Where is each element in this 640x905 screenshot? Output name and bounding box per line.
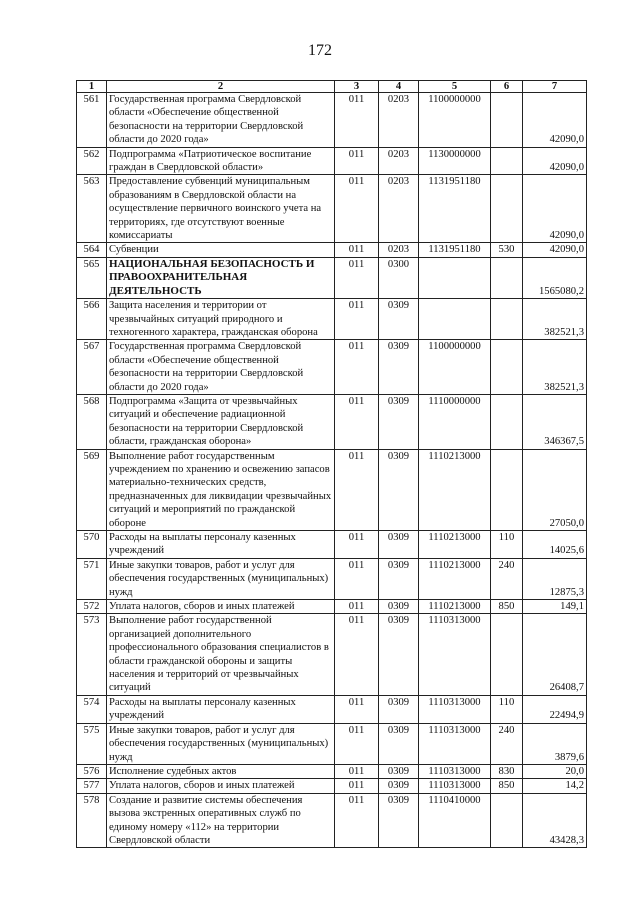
row-description: Субвенции (107, 243, 335, 257)
row-amount: 14,2 (523, 779, 587, 793)
row-amount: 42090,0 (523, 243, 587, 257)
row-description: Иные закупки товаров, работ и услуг для обеспечения государственных (муниципальных) нужд (107, 558, 335, 599)
row-ministry-code: 011 (335, 175, 379, 243)
row-target-code: 1100000000 (419, 340, 491, 395)
row-number: 568 (77, 394, 107, 449)
row-target-code: 1110213000 (419, 600, 491, 614)
table-header-row (77, 81, 587, 93)
row-section-code: 0309 (379, 793, 419, 848)
row-amount: 27050,0 (523, 449, 587, 530)
row-expense-type-code: 530 (491, 243, 523, 257)
row-section-code: 0309 (379, 340, 419, 395)
row-amount: 42090,0 (523, 93, 587, 148)
row-number: 578 (77, 793, 107, 848)
row-section-code: 0300 (379, 257, 419, 298)
row-expense-type-code (491, 793, 523, 848)
row-expense-type-code (491, 175, 523, 243)
table-row (77, 243, 587, 257)
row-description: Подпрограмма «Защита от чрезвычайных ситуаций и обеспечение радиационной безопасности на территории Свердловской области, гражданская оборона» (107, 394, 335, 449)
row-description: Создание и развитие системы обеспечения вызова экстренных оперативных служб по единому номеру «112» на территории Свердловской области (107, 793, 335, 848)
row-target-code (419, 299, 491, 340)
row-section-code: 0203 (379, 175, 419, 243)
row-expense-type-code: 110 (491, 695, 523, 723)
row-description: НАЦИОНАЛЬНАЯ БЕЗОПАСНОСТЬ И ПРАВООХРАНИТЕЛЬНАЯ ДЕЯТЕЛЬНОСТЬ (107, 257, 335, 298)
row-number: 569 (77, 449, 107, 530)
table-row (77, 449, 587, 530)
row-number: 570 (77, 531, 107, 559)
row-section-code: 0309 (379, 531, 419, 559)
row-number: 573 (77, 614, 107, 695)
row-description: Расходы на выплаты персоналу казенных учреждений (107, 695, 335, 723)
row-target-code: 1100000000 (419, 93, 491, 148)
row-amount: 382521,3 (523, 299, 587, 340)
row-expense-type-code (491, 394, 523, 449)
row-description: Уплата налогов, сборов и иных платежей (107, 779, 335, 793)
row-number: 572 (77, 600, 107, 614)
row-target-code: 1110313000 (419, 614, 491, 695)
row-ministry-code: 011 (335, 600, 379, 614)
row-target-code: 1130000000 (419, 147, 491, 175)
row-description: Иные закупки товаров, работ и услуг для обеспечения государственных (муниципальных) нужд (107, 723, 335, 764)
row-ministry-code: 011 (335, 394, 379, 449)
row-ministry-code: 011 (335, 793, 379, 848)
row-ministry-code: 011 (335, 299, 379, 340)
row-expense-type-code: 240 (491, 723, 523, 764)
row-section-code: 0203 (379, 243, 419, 257)
budget-table (76, 80, 587, 848)
row-description: Выполнение работ государственным учреждением по хранению и освежению запасов материально-технических средств, предназначенных для ликвидации чрезвычайных ситуаций и мероприятий по гражданской обороне (107, 449, 335, 530)
row-expense-type-code: 240 (491, 558, 523, 599)
row-number: 566 (77, 299, 107, 340)
row-section-code: 0309 (379, 779, 419, 793)
row-description: Выполнение работ государственной организацией дополнительного профессионального образования специалистов в области гражданской обороны и защиты населения и территорий от чрезвычайных ситуаций (107, 614, 335, 695)
row-number: 571 (77, 558, 107, 599)
row-section-code: 0309 (379, 764, 419, 778)
row-target-code: 1131951180 (419, 175, 491, 243)
row-number: 576 (77, 764, 107, 778)
row-number: 565 (77, 257, 107, 298)
row-section-code: 0309 (379, 614, 419, 695)
column-header: 6 (491, 81, 523, 93)
row-section-code: 0309 (379, 695, 419, 723)
row-number: 575 (77, 723, 107, 764)
table-row (77, 558, 587, 599)
table-row (77, 299, 587, 340)
row-number: 561 (77, 93, 107, 148)
row-amount: 3879,6 (523, 723, 587, 764)
table-row (77, 764, 587, 778)
column-header: 3 (335, 81, 379, 93)
row-description: Защита населения и территории от чрезвычайных ситуаций природного и техногенного характера, гражданская оборона (107, 299, 335, 340)
row-amount: 20,0 (523, 764, 587, 778)
row-expense-type-code (491, 299, 523, 340)
table-row (77, 93, 587, 148)
row-ministry-code: 011 (335, 147, 379, 175)
row-expense-type-code: 850 (491, 600, 523, 614)
row-section-code: 0309 (379, 600, 419, 614)
row-ministry-code: 011 (335, 243, 379, 257)
row-ministry-code: 011 (335, 614, 379, 695)
row-amount: 346367,5 (523, 394, 587, 449)
row-target-code: 1110213000 (419, 531, 491, 559)
column-header: 5 (419, 81, 491, 93)
table-row (77, 147, 587, 175)
row-expense-type-code (491, 257, 523, 298)
row-target-code: 1131951180 (419, 243, 491, 257)
row-amount: 42090,0 (523, 175, 587, 243)
row-ministry-code: 011 (335, 779, 379, 793)
row-number: 577 (77, 779, 107, 793)
row-section-code: 0309 (379, 394, 419, 449)
row-section-code: 0309 (379, 449, 419, 530)
column-header: 1 (77, 81, 107, 93)
row-expense-type-code (491, 340, 523, 395)
page-number: 172 (308, 42, 332, 59)
row-number: 564 (77, 243, 107, 257)
row-target-code: 1110313000 (419, 764, 491, 778)
row-number: 567 (77, 340, 107, 395)
row-expense-type-code (491, 93, 523, 148)
row-description: Уплата налогов, сборов и иных платежей (107, 600, 335, 614)
row-ministry-code: 011 (335, 764, 379, 778)
row-section-code: 0309 (379, 723, 419, 764)
row-expense-type-code (491, 614, 523, 695)
column-header: 4 (379, 81, 419, 93)
row-amount: 22494,9 (523, 695, 587, 723)
row-ministry-code: 011 (335, 257, 379, 298)
row-expense-type-code: 110 (491, 531, 523, 559)
row-amount: 43428,3 (523, 793, 587, 848)
row-target-code: 1110213000 (419, 449, 491, 530)
row-expense-type-code (491, 147, 523, 175)
row-ministry-code: 011 (335, 723, 379, 764)
row-description: Государственная программа Свердловской области «Обеспечение общественной безопасности на территории Свердловской области до 2020 года» (107, 93, 335, 148)
row-amount: 42090,0 (523, 147, 587, 175)
row-amount: 26408,7 (523, 614, 587, 695)
row-expense-type-code (491, 449, 523, 530)
table-row (77, 793, 587, 848)
row-description: Предоставление субвенций муниципальным образованиям в Свердловской области на осуществление первичного воинского учета на территориях, где отсутствуют военные комиссариаты (107, 175, 335, 243)
row-description: Расходы на выплаты персоналу казенных учреждений (107, 531, 335, 559)
row-section-code: 0203 (379, 147, 419, 175)
row-section-code: 0309 (379, 299, 419, 340)
row-target-code (419, 257, 491, 298)
table-row (77, 779, 587, 793)
table-row (77, 175, 587, 243)
column-header: 2 (107, 81, 335, 93)
row-expense-type-code: 830 (491, 764, 523, 778)
row-ministry-code: 011 (335, 558, 379, 599)
row-target-code: 1110213000 (419, 558, 491, 599)
table-row (77, 257, 587, 298)
row-ministry-code: 011 (335, 93, 379, 148)
row-number: 574 (77, 695, 107, 723)
row-target-code: 1110000000 (419, 394, 491, 449)
row-target-code: 1110313000 (419, 723, 491, 764)
row-amount: 1565080,2 (523, 257, 587, 298)
row-target-code: 1110410000 (419, 793, 491, 848)
row-section-code: 0203 (379, 93, 419, 148)
row-amount: 149,1 (523, 600, 587, 614)
row-section-code: 0309 (379, 558, 419, 599)
table-body (77, 81, 587, 848)
row-ministry-code: 011 (335, 449, 379, 530)
column-header: 7 (523, 81, 587, 93)
row-target-code: 1110313000 (419, 779, 491, 793)
row-description: Исполнение судебных актов (107, 764, 335, 778)
row-expense-type-code: 850 (491, 779, 523, 793)
table-row (77, 531, 587, 559)
table-row (77, 614, 587, 695)
row-number: 563 (77, 175, 107, 243)
table-row (77, 394, 587, 449)
row-target-code: 1110313000 (419, 695, 491, 723)
table-row (77, 723, 587, 764)
row-ministry-code: 011 (335, 695, 379, 723)
row-amount: 14025,6 (523, 531, 587, 559)
row-ministry-code: 011 (335, 340, 379, 395)
row-description: Государственная программа Свердловской области «Обеспечение общественной безопасности на территории Свердловской области до 2020 года» (107, 340, 335, 395)
table-row (77, 600, 587, 614)
row-ministry-code: 011 (335, 531, 379, 559)
table-row (77, 695, 587, 723)
row-number: 562 (77, 147, 107, 175)
row-amount: 382521,3 (523, 340, 587, 395)
row-amount: 12875,3 (523, 558, 587, 599)
table-row (77, 340, 587, 395)
row-description: Подпрограмма «Патриотическое воспитание граждан в Свердловской области» (107, 147, 335, 175)
